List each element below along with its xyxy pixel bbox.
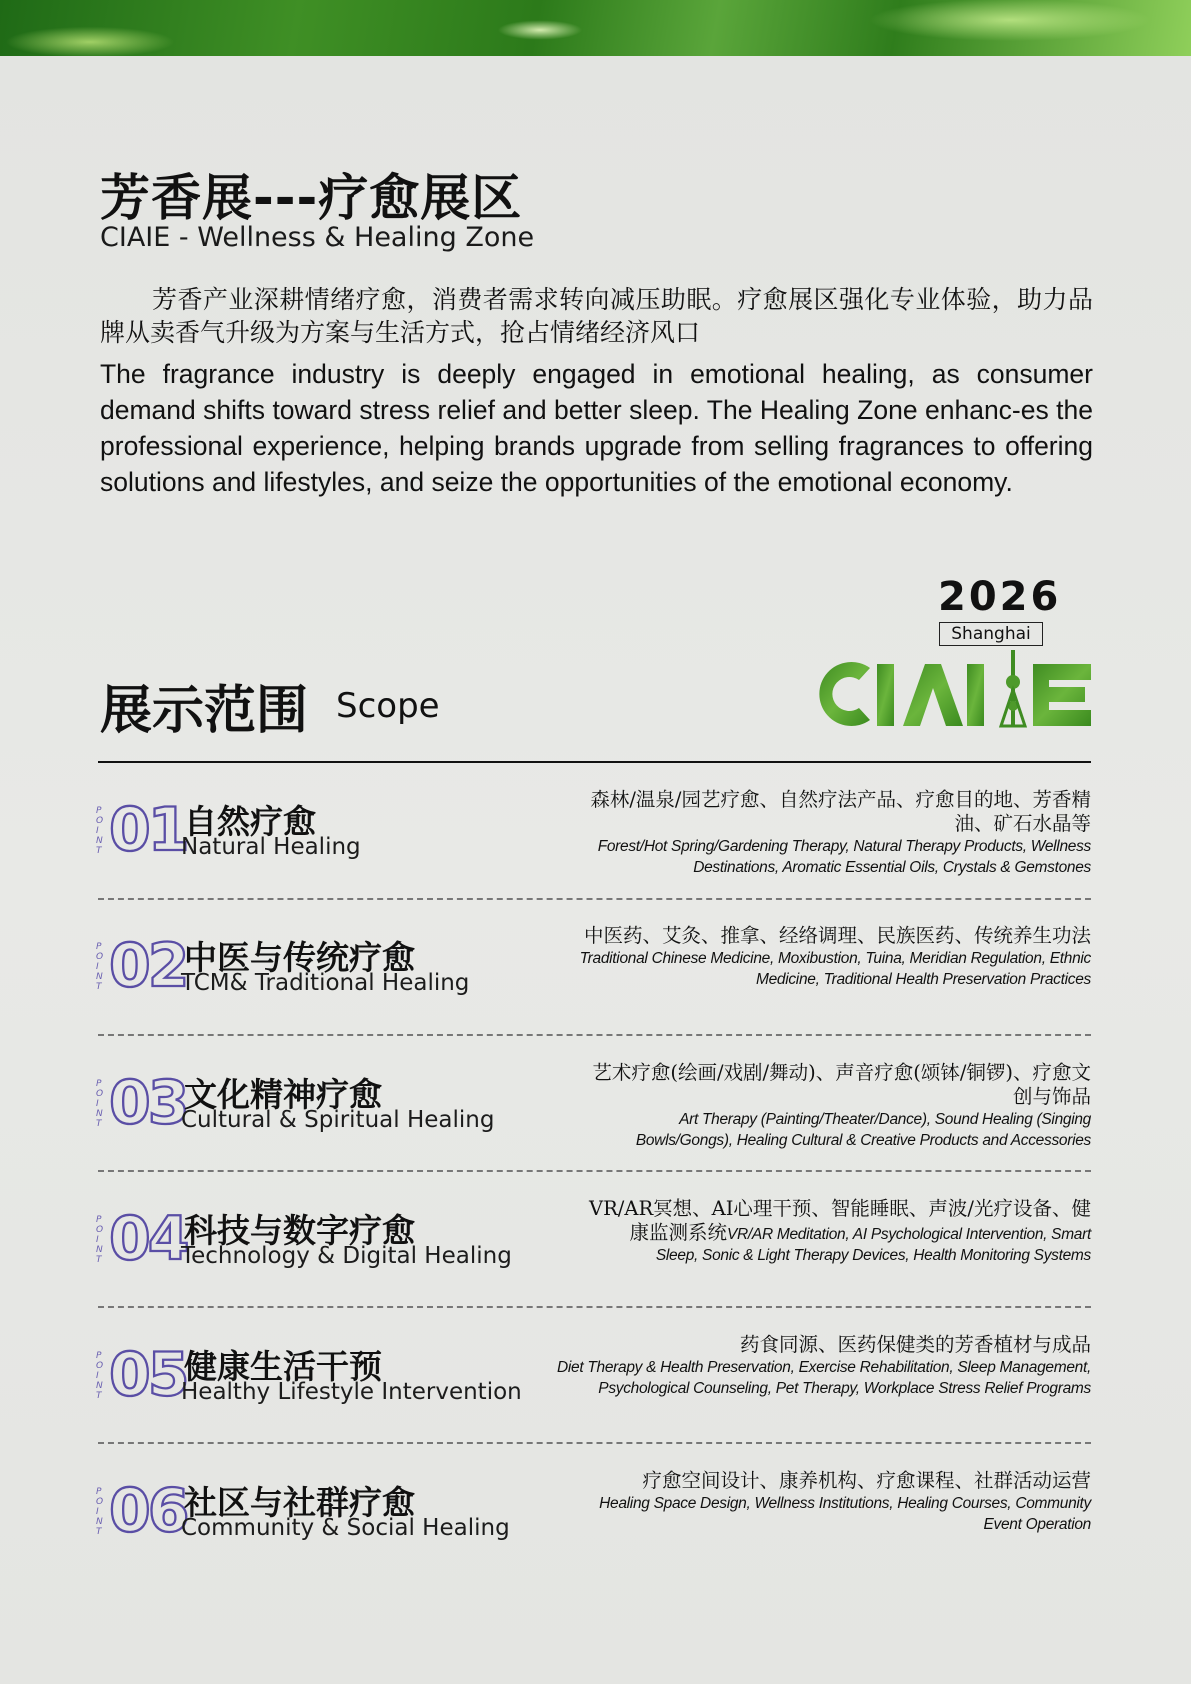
description-en-line: Healing Space Design, Wellness Institutions, Healing Courses, Community (599, 1495, 1091, 1512)
scope-item-02 (96, 924, 1091, 1056)
category-description (557, 1333, 1091, 1399)
description-en-line: Event Operation (983, 1516, 1091, 1533)
point-label: P O I N T (96, 1351, 104, 1401)
description-cn-line: 油、矿石水晶等 (954, 812, 1091, 835)
dashed-separator (98, 1306, 1091, 1308)
point-number: 06 (109, 1476, 187, 1546)
description-cn-line: 森林/温泉/园艺疗愈、自然疗法产品、疗愈目的地、芳香精 (590, 788, 1091, 811)
scope-item-06 (96, 1469, 1091, 1601)
point-number: 01 (109, 795, 187, 865)
scope-heading-cn: 展示范围 (100, 681, 309, 741)
scope-heading-en: Scope (336, 686, 440, 726)
category-title-en: Technology & Digital Healing (181, 1243, 512, 1269)
description-en-line: Medicine, Traditional Health Preservation Practices (755, 971, 1091, 988)
point-label: P O I N T (96, 1487, 104, 1537)
dashed-separator (98, 898, 1091, 900)
intro-paragraph-en: The fragrance industry is deeply engaged in emotional healing, as consumer demand shifts toward stress relief and better sleep. The Healing Zone enhanc-es the professional experience, helping brands upgrade from selling fragrances to offering solutions and lifestyles, and seize the opportunities of the emotional economy. (100, 359, 1093, 497)
description-cn-line: 创与饰品 (1012, 1085, 1091, 1108)
description-en-line: Diet Therapy & Health Preservation, Exercise Rehabilitation, Sleep Management, (556, 1359, 1091, 1376)
category-description (590, 788, 1091, 878)
scope-item-01 (96, 788, 1091, 920)
category-title-en: Natural Healing (181, 834, 361, 860)
description-en-line: Art Therapy (Painting/Theater/Dance), Sound Healing (Singing (679, 1111, 1091, 1128)
category-title-cn: 社区与社群疗愈 (184, 1483, 415, 1522)
category-title-en: Healthy Lifestyle Intervention (181, 1379, 522, 1405)
point-label: P O I N T (96, 1079, 104, 1129)
page-title: 芳香展---疗愈展区 (100, 169, 523, 227)
scope-item-04 (96, 1197, 1091, 1329)
point-number: 04 (109, 1204, 187, 1274)
category-description (589, 1197, 1091, 1266)
category-title-en: Community & Social Healing (181, 1515, 510, 1541)
description-cn-line: 疗愈空间设计、康养机构、疗愈课程、社群活动运营 (642, 1469, 1091, 1492)
logo-year: 2026 (938, 574, 1062, 620)
category-title-cn: 健康生活干预 (184, 1347, 382, 1386)
page-subtitle: CIAIE - Wellness & Healing Zone (100, 222, 535, 253)
description-cn-fragment: 康监测系统 (629, 1221, 727, 1244)
dashed-separator (98, 1442, 1091, 1444)
ciaie-logo (815, 570, 1095, 745)
scope-item-05 (96, 1333, 1091, 1465)
point-number: 02 (109, 931, 187, 1001)
point-label: P O I N T (96, 806, 104, 856)
dashed-separator (98, 1170, 1091, 1172)
category-title-cn: 中医与传统疗愈 (184, 938, 415, 977)
description-cn-line: 药食同源、医药保健类的芳香植材与成品 (739, 1333, 1091, 1356)
category-title-cn: 自然疗愈 (184, 802, 316, 841)
scope-divider (98, 761, 1091, 763)
point-number: 05 (109, 1340, 187, 1410)
description-en-line: Forest/Hot Spring/Gardening Therapy, Natural Therapy Products, Wellness (597, 838, 1091, 855)
logo-wordmark (815, 650, 1095, 740)
point-number: 03 (109, 1068, 187, 1138)
point-label: P O I N T (96, 1215, 104, 1265)
category-title-en: Cultural & Spiritual Healing (181, 1107, 495, 1133)
description-en-fragment: VR/AR Meditation, AI Psychological Intervention, Smart (726, 1226, 1091, 1243)
category-title-en: TCM& Traditional Healing (181, 970, 470, 996)
point-label: P O I N T (96, 942, 104, 992)
category-title-cn: 文化精神疗愈 (184, 1075, 382, 1114)
scope-item-03 (96, 1061, 1091, 1193)
description-en-line: Destinations, Aromatic Essential Oils, Crystals & Gemstones (693, 859, 1091, 876)
logo-city-badge: Shanghai (939, 622, 1043, 646)
description-en-line: Traditional Chinese Medicine, Moxibustion, Tuina, Meridian Regulation, Ethnic (579, 950, 1091, 967)
description-cn-line: 艺术疗愈(绘画/戏剧/舞动)、声音疗愈(颂钵/铜锣)、疗愈文 (592, 1061, 1091, 1084)
category-description (599, 1469, 1091, 1535)
category-title-cn: 科技与数字疗愈 (184, 1211, 415, 1250)
category-description (580, 924, 1091, 990)
description-en-line: Sleep, Sonic & Light Therapy Devices, Health Monitoring Systems (655, 1247, 1091, 1264)
description-cn-line: 中医药、艾灸、推拿、经络调理、民族医药、传统养生功法 (583, 924, 1091, 947)
dashed-separator (98, 1034, 1091, 1036)
description-mixed-line (589, 1221, 1091, 1245)
description-en-line: Psychological Counseling, Pet Therapy, Workplace Stress Relief Programs (598, 1380, 1091, 1397)
intro-paragraph-cn: 芳香产业深耕情绪疗愈，消费者需求转向减压助眠。疗愈展区强化专业体验，助力品牌从卖香气升级为方案与生活方式，抢占情绪经济风口 (100, 285, 1093, 347)
category-description (592, 1061, 1091, 1151)
description-en-line: Bowls/Gongs), Healing Cultural & Creative Products and Accessories (635, 1132, 1091, 1149)
description-cn-line: VR/AR冥想、AI心理干预、智能睡眠、声波/光疗设备、健 (589, 1197, 1091, 1220)
top-banner-image (0, 0, 1191, 56)
